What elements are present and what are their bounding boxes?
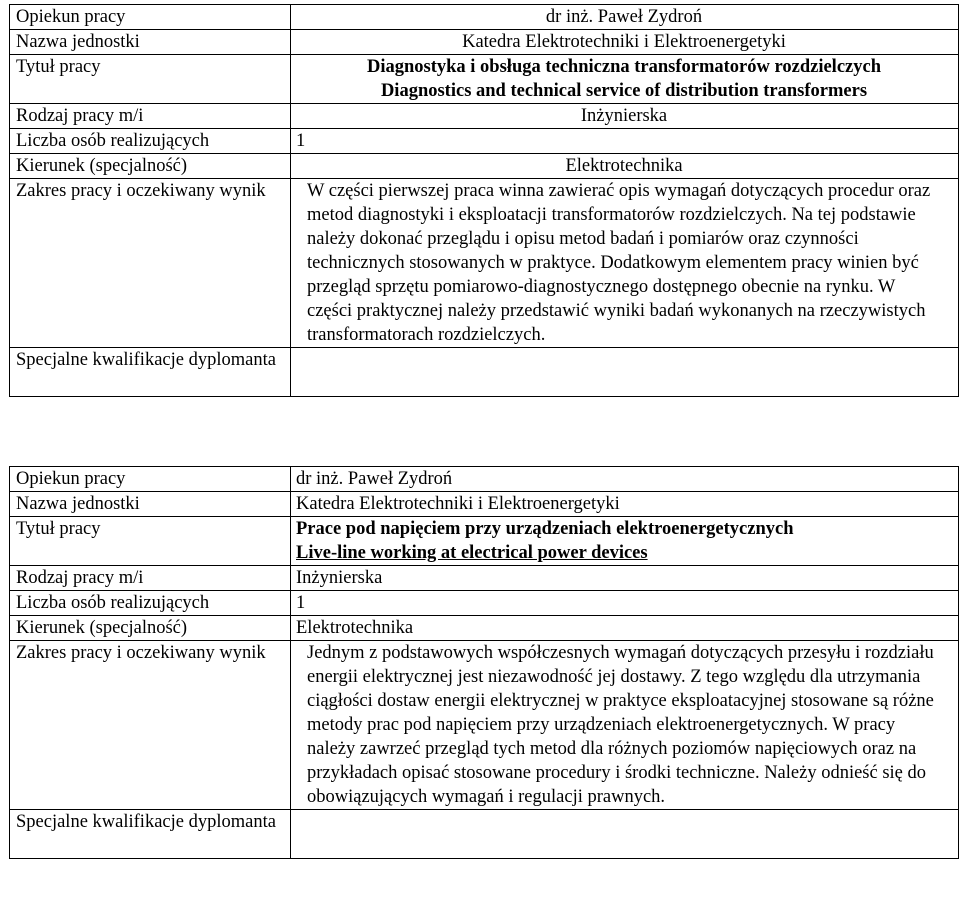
row-field: [10, 616, 959, 641]
label-supervisor: Opiekun pracy: [10, 467, 291, 492]
title-english: Diagnostics and technical service of distribution transformers: [380, 81, 868, 101]
label-qualifications: Specjalne kwalifikacje dyplomanta: [10, 810, 291, 859]
title-value: [291, 517, 959, 566]
supervisor-value: dr inż. Paweł Zydroń: [291, 5, 959, 30]
label-unit: Nazwa jednostki: [10, 492, 291, 517]
label-type: Rodzaj pracy m/i: [10, 566, 291, 591]
row-qualifications: [10, 810, 959, 859]
qualifications-value: [291, 810, 959, 859]
row-persons: [10, 129, 959, 154]
label-scope: Zakres pracy i oczekiwany wynik: [10, 641, 291, 810]
row-supervisor: [10, 467, 959, 492]
unit-value: Katedra Elektrotechniki i Elektroenergetyki: [291, 492, 959, 517]
row-type: [10, 104, 959, 129]
qualifications-value: [291, 348, 959, 397]
thesis-table-1: [9, 4, 959, 397]
field-value: Elektrotechnika: [291, 154, 959, 179]
row-supervisor: [10, 5, 959, 30]
label-supervisor: Opiekun pracy: [10, 5, 291, 30]
label-scope: Zakres pracy i oczekiwany wynik: [10, 179, 291, 348]
scope-value: Jednym z podstawowych współczesnych wymagań dotyczących przesyłu i rozdziału energii elektrycznej jest niezawodność jej dostawy. Z tego względu dla utrzymania ciągłości dostaw energii elektrycznej w praktyce eksploatacyjnej stosowane są różne metody prac pod napięciem przy urządzeniach elektroenergetycznych. W pracy należy zawrzeć przegląd tych metod dla różnych poziomów napięciowych oraz na przykładach opisać stosowane procedury i środki techniczne. Należy odnieść się do obowiązujących wymagań i regulacji prawnych.: [291, 641, 959, 810]
label-title: Tytuł pracy: [10, 55, 291, 104]
label-field: Kierunek (specjalność): [10, 616, 291, 641]
title-english: Live-line working at electrical power devices: [296, 543, 648, 563]
row-title: [10, 517, 959, 566]
unit-value: Katedra Elektrotechniki i Elektroenergetyki: [291, 30, 959, 55]
thesis-table-2: [9, 466, 959, 859]
row-scope: [10, 179, 959, 348]
row-type: [10, 566, 959, 591]
row-title: [10, 55, 959, 104]
title-polish: Prace pod napięciem przy urządzeniach elektroenergetycznych: [296, 519, 794, 539]
persons-value: 1: [291, 129, 959, 154]
type-value: Inżynierska: [291, 104, 959, 129]
field-value: Elektrotechnika: [291, 616, 959, 641]
title-polish: Diagnostyka i obsługa techniczna transformatorów rozdzielczych: [366, 57, 881, 77]
scope-value: W części pierwszej praca winna zawierać opis wymagań dotyczących procedur oraz metod diagnostyki i eksploatacji transformatorów rozdzielczych. Na tej podstawie należy dokonać przeglądu i opisu metod badań i pomiarów oraz czynności technicznych stosowanych w praktyce. Dodatkowym elementem pracy winien być przegląd sprzętu pomiarowo-diagnostycznego dostępnego obecnie na rynku. W części praktycznej należy przedstawić wyniki badań wykonanych na rzeczywistych transformatorach rozdzielczych.: [291, 179, 959, 348]
label-persons: Liczba osób realizujących: [10, 591, 291, 616]
title-value: [291, 55, 959, 104]
row-field: [10, 154, 959, 179]
label-unit: Nazwa jednostki: [10, 30, 291, 55]
label-type: Rodzaj pracy m/i: [10, 104, 291, 129]
row-scope: [10, 641, 959, 810]
label-qualifications: Specjalne kwalifikacje dyplomanta: [10, 348, 291, 397]
persons-value: 1: [291, 591, 959, 616]
label-field: Kierunek (specjalność): [10, 154, 291, 179]
row-unit: [10, 30, 959, 55]
type-value: Inżynierska: [291, 566, 959, 591]
label-title: Tytuł pracy: [10, 517, 291, 566]
row-persons: [10, 591, 959, 616]
row-qualifications: [10, 348, 959, 397]
label-persons: Liczba osób realizujących: [10, 129, 291, 154]
row-unit: [10, 492, 959, 517]
supervisor-value: dr inż. Paweł Zydroń: [291, 467, 959, 492]
